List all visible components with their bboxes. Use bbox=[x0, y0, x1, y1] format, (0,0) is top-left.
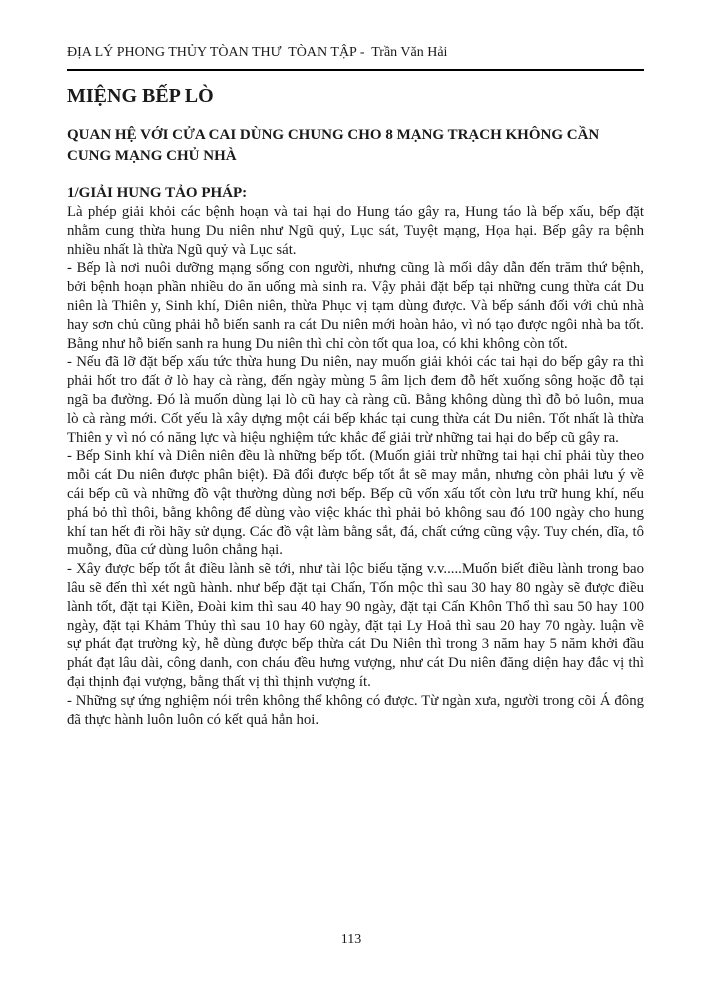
page-subtitle: QUAN HỆ VỚI CỬA CAI DÙNG CHUNG CHO 8 MẠNG TRẠCH KHÔNG CẦN CUNG MẠNG CHỦ NHÀ bbox=[67, 127, 600, 164]
paragraph-good-stoves: - Bếp Sinh khí và Diên niên đều là những bếp tốt. (Muốn giải trừ những tai hại chỉ phải tùy theo mỗi cát Du niên được phân biệt). Đã đổi được bếp tốt ắt sẽ may mắn, nhưng còn phải lưu ý về cái bếp cũ và những đồ vật thường dùng nơi bếp. Bếp cũ vốn xấu tốt còn lưu trữ hung khí, nếu phá bỏ thì thôi, bằng không để dùng vào việc khác thì phải bỏ không sau đó 100 ngày cho hung khí tan hết đi rồi hãy sử dụng. Các đồ vật làm bằng sắt, đá, chất cứng cũng vậy. Tuy chén, dĩa, tô muỗng, đũa cứ dùng luôn chẳng hại. bbox=[67, 448, 644, 559]
paragraph-intro: Là phép giải khỏi các bệnh hoạn và tai hại do Hung táo gây ra, Hung táo là bếp xấu, bếp đặt nhằm cung thừa hung Du niên như Ngũ quỷ, Lục sát, Tuyệt mạng, Họa hại. Bếp gây ra bệnh nhiều nhất là thừa Ngũ quỷ và Lục sát. bbox=[67, 204, 644, 258]
body-text bbox=[67, 203, 644, 729]
paragraph-closing: - Những sự ứng nghiệm nói trên không thể không có được. Từ ngàn xưa, người trong cõi Á đông đã thực hành luôn luôn có kết quả hẳn hoi. bbox=[67, 692, 644, 728]
running-header: ĐỊA LÝ PHONG THỦY TÒAN THƯ TÒAN TẬP - Trần Văn Hải bbox=[67, 45, 448, 60]
page-title: MIỆNG BẾP LÒ bbox=[67, 85, 214, 107]
page-number: 113 bbox=[340, 932, 362, 947]
paragraph-timing-of-luck: - Xây được bếp tốt ắt điều lành sẽ tới, như tài lộc biếu tặng v.v.....Muốn biết điều lành trong bao lâu sẽ đến thì xét ngũ hành. như bếp đặt tại Chấn, Tốn mộc thì sau 30 hay 80 ngày sẽ được điều lành tốt, đặt tại Kiền, Đoài kim thì sau 40 hay 90 ngày, đặt tại Cấn Khôn Thổ thì sau 50 hay 100 ngày, đặt tại Khảm Thủy thì sau 10 hay 60 ngày, đặt tại Ly Hoả thì sau 20 hay 70 ngày. luận về sự phát đạt trường kỳ, hễ dùng được bếp thừa cát Du Niên thì trong 3 năm hay 5 năm khởi đầu phát đạt lâu dài, công danh, con cháu đều hưng vượng, như cát Du niên đăng diện hay đắc vị thì đại thịnh đại vượng, bằng thất vị thì thịnh vượng ít. bbox=[67, 561, 644, 690]
paragraph-kitchen-role: - Bếp là nơi nuôi dưỡng mạng sống con người, nhưng cũng là mối dây dẫn đến trăm thứ bệnh, bởi bệnh hoạn phần nhiều do ăn uống mà sinh ra. Vậy phải đặt bếp tại những cung thừa cát Du niên là Thiên y, Sinh khí, Diên niên, thừa Phục vị tạm dùng được. Và bếp sánh đối với chủ nhà hay sơn chủ cũng phải hỗ biến sanh ra cát Du niên mới hoàn hảo, vì nó tạo được ngôi nhà ba tốt. Bằng như hỗ biến sanh ra hung Du niên thì chỉ còn tốt qua loa, có khi không còn tốt. bbox=[67, 260, 644, 352]
header-rule-divider bbox=[67, 69, 644, 71]
paragraph-bad-stove-remedy: - Nếu đã lỡ đặt bếp xấu tức thừa hung Du niên, nay muốn giải khỏi các tai hại do bếp gây ra thì phải hốt tro đất ở lò hay cà ràng, đến ngày mùng 5 âm lịch đem đỗ hết xuống sông hoặc đỗ tại ngã ba đường. Đó là muốn dùng lại lò cũ hay cà ràng cũ. Bằng không dùng thì đỗ bỏ luôn, mua lò cà ràng mới. Cốt yếu là xây dựng một cái bếp khác tại cung thừa cát Du niên. Tốt nhất là thừa Thiên y vì nó có năng lực và hiệu nghiệm tức khắc để giải trừ những tai hại do bếp cũ gây ra. bbox=[67, 354, 644, 446]
section-heading: 1/GIẢI HUNG TẢO PHÁP: bbox=[67, 185, 248, 201]
